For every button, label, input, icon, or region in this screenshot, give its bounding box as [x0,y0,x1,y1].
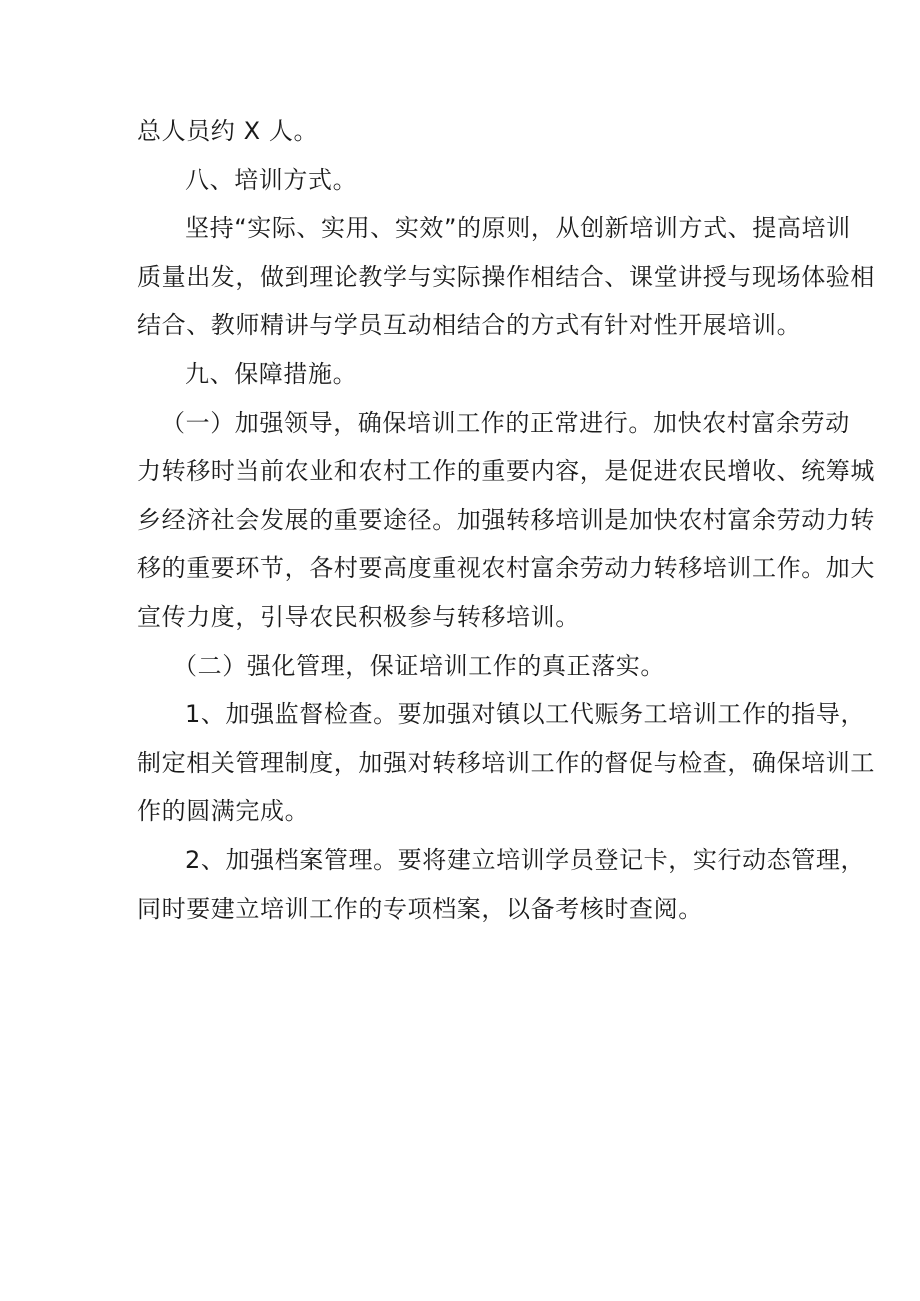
list-item-2: 2、加强档案管理。要将建立培训学员登记卡，实行动态管理， [185,845,866,874]
subsection-heading-1: （一）加强领导，确保培训工作的正常进行。加快农村富余劳动 [161,408,850,437]
list-item-1: 1、加强监督检查。要加强对镇以工代赈务工培训工作的指导， [185,700,866,729]
paragraph-line: 坚持“实际、实用、实效”的原则，从创新培训方式、提高培训 [185,214,851,243]
section-heading-8: 八、培训方式。 [185,165,358,194]
paragraph-line: 同时要建立培训工作的专项档案，以备考核时查阅。 [137,894,703,923]
paragraph-line: 总人员约 X 人。 [137,117,319,145]
paragraph-line: 力转移时当前农业和农村工作的重要内容，是促进农民增收、统筹城 [137,457,875,486]
paragraph-line: 乡经济社会发展的重要途径。加强转移培训是加快农村富余劳动力转 [137,505,875,534]
paragraph-line: 移的重要环节，各村要高度重视农村富余劳动力转移培训工作。加大 [137,554,875,583]
paragraph-line: 作的圆满完成。 [137,797,310,826]
paragraph-line: 宣传力度，引导农民积极参与转移培训。 [137,602,580,631]
document-body [137,107,875,933]
section-heading-9: 九、保障措施。 [185,359,358,388]
paragraph-line: 质量出发，做到理论教学与实际操作相结合、课堂讲授与现场体验相 [137,262,875,291]
paragraph-line: 制定相关管理制度，加强对转移培训工作的督促与检查，确保培训工 [137,748,875,777]
paragraph-line: 结合、教师精讲与学员互动相结合的方式有针对性开展培训。 [137,311,802,340]
subsection-heading-2: （二）强化管理，保证培训工作的真正落实。 [173,651,665,680]
